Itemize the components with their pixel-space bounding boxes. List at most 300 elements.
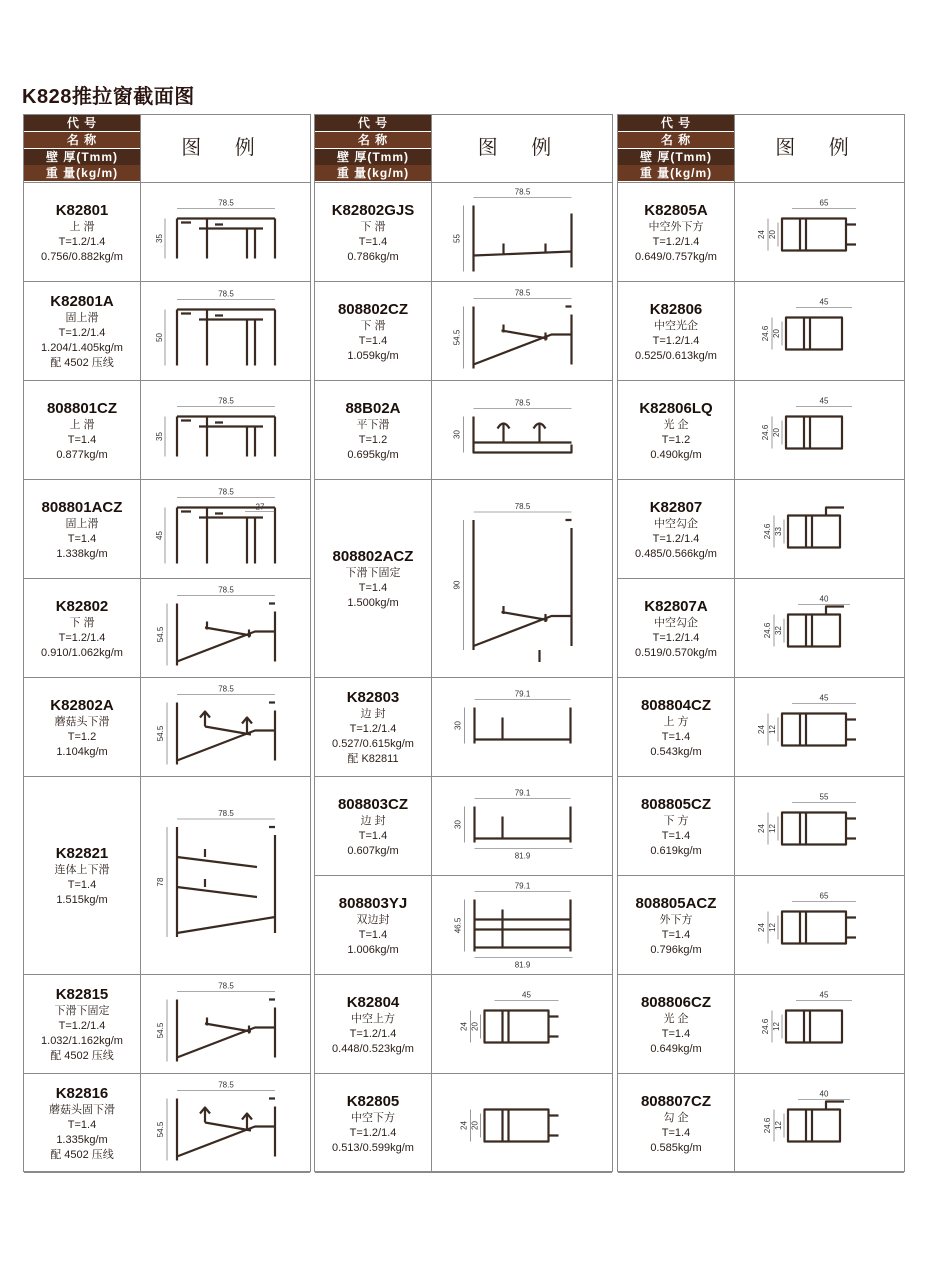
height-dimension-label: 55 (452, 234, 462, 243)
profile-spec-line: T=1.2/1.4 (652, 334, 700, 347)
profile-cross-section-diagram (736, 680, 904, 775)
height-dimension-label: 30 (453, 721, 463, 730)
profile-outline (177, 703, 275, 765)
width-dimension-label: 65 (819, 891, 829, 901)
profile-spec-line: 连体上下滑 (54, 864, 110, 876)
height-dimension-label: 54.5 (156, 1022, 165, 1039)
profile-spec-line: T=1.4 (358, 235, 388, 248)
profile-outline (177, 508, 275, 564)
height-dimension-label: 54.5 (156, 1121, 165, 1138)
cross-section-svg (433, 779, 612, 874)
width-dimension-label: 79.1 (514, 689, 531, 699)
profile-code: K82806 (649, 300, 703, 318)
profile-info (618, 282, 734, 381)
cross-section-svg (433, 878, 612, 973)
profile-spec-line: 中空外下方 (648, 220, 704, 233)
cross-section-svg (433, 680, 612, 775)
height-dimension-label: 24.6 (761, 1018, 770, 1035)
profile-spec-line: 1.515kg/m (56, 894, 108, 906)
header-wall-label: 壁 厚(Tmm) (24, 149, 140, 165)
profile-row (315, 480, 612, 678)
cross-section-svg (142, 680, 310, 775)
profile-spec-line: T=1.2/1.4 (349, 1126, 397, 1139)
profile-spec-line: T=1.2 (661, 433, 691, 446)
profile-info (24, 1074, 140, 1173)
profile-cross-section-diagram (142, 1076, 310, 1171)
profile-cross-section-diagram (736, 878, 904, 973)
profile-row (618, 480, 904, 579)
profile-outline (177, 827, 275, 937)
profile-spec-line: T=1.4 (358, 334, 388, 347)
profile-code: 808805CZ (640, 795, 712, 813)
profile-code: K82807 (649, 498, 703, 516)
profile-row (24, 678, 310, 777)
height-dimension-label: 30 (453, 820, 463, 829)
cross-section-svg (142, 1076, 310, 1171)
profile-info (24, 381, 140, 480)
profile-code: 808804CZ (640, 696, 712, 714)
profile-spec-line: T=1.2 (358, 433, 388, 446)
width-dimension-label: 78.5 (514, 288, 531, 298)
profile-row (24, 480, 310, 579)
inner-dimension-label: 20 (470, 1022, 480, 1031)
profile-row (24, 1074, 310, 1173)
height-dimension-label: 46.5 (453, 917, 463, 934)
width-dimension-label: 78.5 (514, 398, 531, 408)
cross-section-svg (142, 482, 310, 577)
height-dimension-label: 54.5 (156, 626, 165, 643)
profile-spec-line: T=1.2/1.4 (652, 631, 700, 644)
profile-outline (485, 1011, 559, 1043)
profile-spec-line: 下 滑 (360, 319, 386, 332)
profile-outline (474, 307, 572, 369)
height-dimension-label: 24 (757, 725, 766, 734)
profile-spec-line: 下 方 (663, 814, 689, 827)
cross-section-svg (736, 185, 904, 280)
profile-code: K82802GJS (331, 201, 415, 219)
height-dimension-label: 35 (155, 234, 164, 243)
height-dimension-label: 45 (155, 531, 164, 540)
profile-info (315, 381, 431, 480)
profile-spec-line: 1.335kg/m (56, 1134, 108, 1146)
profile-spec-line: 光 企 (663, 418, 689, 431)
inner-dimension-label: 12 (772, 1022, 781, 1031)
profile-spec-line: T=1.4 (661, 1126, 691, 1139)
profile-outline (475, 900, 571, 952)
profile-cross-section-diagram (142, 185, 310, 280)
width-dimension-label: 55 (819, 792, 829, 802)
header-weight-label: 重 量(kg/m) (315, 165, 431, 181)
profile-outline (474, 520, 572, 662)
height-dimension-label: 24 (757, 923, 766, 932)
profile-row (315, 183, 612, 282)
profile-spec-line: T=1.2 (67, 730, 97, 743)
profile-cross-section-diagram (142, 482, 310, 577)
height-dimension-label: 54.5 (156, 725, 165, 742)
profile-cross-section-diagram (142, 977, 310, 1072)
profile-cross-section-diagram (736, 581, 904, 676)
profile-spec-line: 中空下方 (351, 1111, 395, 1124)
profile-code: K82802 (55, 597, 109, 615)
profile-spec-line: 0.607kg/m (347, 844, 399, 857)
cross-section-svg (433, 185, 612, 280)
profile-spec-line: T=1.4 (661, 1027, 691, 1040)
profile-spec-line: T=1.4 (67, 879, 97, 891)
height-dimension-label: 24.6 (761, 424, 770, 441)
profile-row (24, 777, 310, 975)
profile-spec-line: 配 4502 压线 (50, 357, 114, 369)
profile-cross-section-diagram (142, 779, 310, 973)
profile-spec-line: 蘑菇头下滑 (54, 715, 110, 728)
extra-dimension-label: 81.9 (514, 960, 531, 970)
profile-info (618, 579, 734, 678)
profile-row (618, 876, 904, 975)
profile-spec-line: 0.910/1.062kg/m (41, 646, 123, 659)
profile-code: K82807A (644, 597, 708, 615)
cross-section-svg (736, 878, 904, 973)
profile-spec-line: 0.786kg/m (347, 250, 399, 263)
profile-spec-line: T=1.2/1.4 (58, 1020, 106, 1032)
width-dimension-label: 78.5 (218, 1080, 234, 1090)
cross-section-svg (433, 1076, 612, 1171)
profile-row (315, 678, 612, 777)
profile-row (618, 678, 904, 777)
profile-info (24, 975, 140, 1074)
profile-outline (788, 607, 844, 647)
profile-outline (475, 807, 571, 843)
width-dimension-label: 40 (819, 594, 829, 604)
inner-dimension-label: 12 (774, 1121, 783, 1130)
profile-row (24, 579, 310, 678)
profile-spec-line: T=1.2/1.4 (58, 235, 106, 248)
height-dimension-label: 24 (757, 230, 766, 239)
profile-cross-section-diagram (142, 383, 310, 478)
profile-spec-line: 下 滑 (69, 616, 95, 629)
cross-section-svg (433, 383, 612, 478)
inner-dimension-label: 12 (768, 923, 777, 932)
profile-code: 808802CZ (337, 300, 409, 318)
profile-spec-line: T=1.2/1.4 (349, 723, 397, 735)
profile-spec-line: 0.448/0.523kg/m (332, 1042, 414, 1055)
profile-spec-line: 配 4502 压线 (50, 1149, 114, 1161)
profile-info (315, 480, 431, 678)
profile-info (618, 183, 734, 282)
width-dimension-label: 65 (819, 198, 829, 208)
profile-spec-line: T=1.2/1.4 (349, 1027, 397, 1040)
profile-info (315, 282, 431, 381)
header-code-label: 代 号 (618, 115, 734, 131)
profile-code: K82803 (346, 689, 400, 706)
cross-section-svg (736, 383, 904, 478)
profile-code: 808803YJ (338, 894, 408, 912)
profile-spec-line: T=1.4 (358, 829, 388, 842)
inner-dimension-label: 12 (768, 725, 777, 734)
profile-cross-section-diagram (433, 284, 612, 379)
header-name-label: 名 称 (315, 132, 431, 148)
profile-info (24, 480, 140, 579)
width-dimension-label: 40 (819, 1089, 829, 1099)
profile-cross-section-diagram (433, 185, 612, 280)
width-dimension-label: 78.5 (218, 487, 234, 497)
profile-cross-section-diagram (142, 284, 310, 379)
profile-spec-line: 双边封 (356, 913, 390, 926)
height-dimension-label: 24.6 (763, 622, 772, 639)
profile-spec-line: 配 4502 压线 (50, 1050, 114, 1062)
profile-cross-section-diagram (433, 383, 612, 478)
profile-info (618, 480, 734, 579)
profile-info (24, 282, 140, 381)
cross-section-svg (736, 284, 904, 379)
profile-info (618, 678, 734, 777)
width-dimension-label: 78.5 (514, 502, 531, 511)
profile-outline (788, 1102, 844, 1142)
height-dimension-label: 78 (156, 877, 165, 887)
profile-info (315, 975, 431, 1074)
profile-row (24, 381, 310, 480)
row-divider (315, 1172, 612, 1173)
profile-spec-line: 0.619kg/m (650, 844, 702, 857)
profile-spec-line: 0.649kg/m (650, 1042, 702, 1055)
row-divider (618, 1172, 904, 1173)
profile-spec-line: T=1.2/1.4 (652, 235, 700, 248)
profile-info (618, 975, 734, 1074)
cross-section-svg (736, 581, 904, 676)
profile-code: 808806CZ (640, 993, 712, 1011)
profile-outline (177, 604, 275, 666)
cross-section-svg (433, 977, 612, 1072)
header-labels (618, 115, 734, 182)
profile-row (315, 975, 612, 1074)
profile-info (315, 678, 431, 777)
profile-info (24, 579, 140, 678)
profile-spec-line: 0.525/0.613kg/m (635, 349, 717, 362)
profile-row (315, 777, 612, 876)
height-dimension-label: 24.6 (763, 1117, 772, 1134)
profile-row (618, 381, 904, 480)
profile-row (24, 282, 310, 381)
profile-spec-line: T=1.4 (661, 730, 691, 743)
header-diagram-label: 图 例 (477, 137, 566, 159)
profile-outline (782, 714, 856, 746)
height-dimension-label: 24.6 (761, 325, 770, 342)
profile-row (618, 579, 904, 678)
profile-row (618, 1074, 904, 1173)
profile-spec-line: 0.695kg/m (347, 448, 399, 461)
profile-spec-line: T=1.4 (358, 928, 388, 941)
profile-spec-line: 0.513/0.599kg/m (332, 1141, 414, 1154)
header-labels (24, 115, 140, 182)
profile-spec-line: 1.059kg/m (347, 349, 399, 362)
profile-outline (177, 310, 275, 366)
profile-outline (177, 417, 275, 457)
cross-section-svg (433, 284, 612, 379)
profile-spec-line: 0.756/0.882kg/m (41, 250, 123, 263)
profile-spec-line: 1.204/1.405kg/m (41, 342, 123, 354)
height-dimension-label: 24 (459, 1121, 469, 1130)
row-divider (24, 1172, 310, 1173)
profile-cross-section-diagram (433, 1076, 612, 1171)
profile-cross-section-diagram (736, 779, 904, 874)
profile-outline (782, 912, 856, 944)
profile-outline (782, 813, 856, 845)
header-name-label: 名 称 (24, 132, 140, 148)
profile-cross-section-diagram (736, 284, 904, 379)
inner-dimension-label: 33 (774, 527, 783, 536)
profile-cross-section-diagram (736, 482, 904, 577)
header-code-label: 代 号 (24, 115, 140, 131)
width-dimension-label: 45 (819, 396, 829, 406)
width-dimension-label: 45 (819, 990, 829, 1000)
profile-spec-line: T=1.4 (358, 582, 388, 594)
profile-row (315, 876, 612, 975)
profile-row (24, 183, 310, 282)
profile-spec-line: 0.485/0.566kg/m (635, 547, 717, 560)
profile-spec-line: 中空勾企 (654, 517, 698, 530)
profile-spec-line: 平下滑 (356, 418, 390, 431)
profile-cross-section-diagram (433, 878, 612, 973)
profile-info (618, 876, 734, 975)
profile-info (24, 183, 140, 282)
profile-spec-line: 下滑下固定 (345, 567, 401, 579)
profile-code: K82815 (55, 986, 109, 1003)
profile-spec-line: T=1.2/1.4 (58, 327, 106, 339)
profile-spec-line: T=1.4 (661, 829, 691, 842)
profile-code: 808803CZ (337, 795, 409, 813)
extra-dimension-label: 27 (255, 502, 265, 512)
profile-spec-line: 1.032/1.162kg/m (41, 1035, 123, 1047)
profile-code: 88B02A (345, 399, 401, 417)
header-name-label: 名 称 (618, 132, 734, 148)
profile-spec-line: T=1.2/1.4 (58, 631, 106, 644)
cross-section-svg (142, 581, 310, 676)
profile-info (315, 876, 431, 975)
profile-spec-line: 0.649/0.757kg/m (635, 250, 717, 263)
profile-info (315, 183, 431, 282)
profile-table (23, 114, 311, 1172)
profile-spec-line: T=1.4 (661, 928, 691, 941)
profile-info (618, 1074, 734, 1173)
profile-code: K82821 (55, 845, 109, 862)
profile-spec-line: 0.527/0.615kg/m (332, 738, 414, 750)
profile-code: K82801A (50, 293, 114, 310)
inner-dimension-label: 32 (774, 626, 783, 635)
profile-spec-line: 0.490kg/m (650, 448, 702, 461)
profile-spec-line: 中空光企 (654, 319, 698, 332)
profile-spec-line: 上 滑 (69, 418, 95, 431)
profile-outline (474, 206, 572, 272)
width-dimension-label: 78.5 (218, 396, 234, 406)
profile-code: 808801ACZ (41, 498, 123, 516)
height-dimension-label: 35 (155, 432, 164, 441)
profile-info (315, 777, 431, 876)
cross-section-svg (142, 383, 310, 478)
cross-section-svg (142, 977, 310, 1072)
profile-spec-line: 固上滑 (65, 517, 99, 530)
cross-section-svg (142, 779, 310, 973)
profile-cross-section-diagram (142, 680, 310, 775)
header-wall-label: 壁 厚(Tmm) (618, 149, 734, 165)
profile-cross-section-diagram (142, 581, 310, 676)
profile-info (618, 381, 734, 480)
profile-info (618, 777, 734, 876)
profile-row (315, 381, 612, 480)
width-dimension-label: 78.5 (218, 684, 234, 694)
width-dimension-label: 78.5 (218, 981, 234, 991)
inner-dimension-label: 20 (768, 230, 777, 239)
profile-spec-line: 固上滑 (65, 312, 99, 324)
inner-dimension-label: 20 (772, 329, 781, 338)
height-dimension-label: 50 (155, 333, 164, 342)
profile-spec-line: 边 封 (360, 708, 386, 720)
profile-cross-section-diagram (433, 680, 612, 775)
profile-spec-line: 外下方 (659, 913, 693, 926)
profile-code: K82806LQ (639, 399, 713, 417)
profile-code: K82805 (346, 1092, 400, 1110)
profile-spec-line: 蘑菇头固下滑 (49, 1104, 115, 1116)
profile-outline (177, 1099, 275, 1161)
profile-row (618, 975, 904, 1074)
header-diagram-label: 图 例 (775, 137, 863, 159)
width-dimension-label: 79.1 (514, 881, 531, 891)
profile-spec-line: 1.500kg/m (347, 597, 399, 609)
profile-outline (475, 708, 571, 744)
profile-spec-line: 上 方 (663, 715, 689, 728)
height-dimension-label: 30 (452, 430, 462, 439)
profile-code: K82805A (644, 201, 708, 219)
page-title: K828推拉窗截面图 (22, 86, 195, 108)
height-dimension-label: 24 (459, 1022, 469, 1031)
profile-outline (782, 219, 856, 251)
cross-section-svg (142, 284, 310, 379)
profile-cross-section-diagram (736, 1076, 904, 1171)
profile-spec-line: 中空上方 (351, 1012, 395, 1025)
profile-row (315, 1074, 612, 1173)
profile-info (24, 777, 140, 975)
profile-code: K82816 (55, 1085, 109, 1102)
profile-spec-line: 1.104kg/m (56, 745, 108, 758)
profile-code: 808805ACZ (635, 894, 717, 912)
width-dimension-label: 78.5 (218, 289, 234, 299)
header-weight-label: 重 量(kg/m) (24, 165, 140, 181)
profile-code: K82804 (346, 993, 400, 1011)
height-dimension-label: 24 (757, 824, 766, 833)
height-dimension-label: 90 (452, 580, 462, 590)
profile-outline (485, 1110, 559, 1142)
profile-outline (788, 508, 844, 548)
width-dimension-label: 78.5 (218, 198, 234, 208)
profile-outline (786, 318, 842, 350)
profile-spec-line: 0.519/0.570kg/m (635, 646, 717, 659)
profile-spec-line: 下 滑 (360, 220, 386, 233)
profile-cross-section-diagram (433, 779, 612, 874)
profile-table (314, 114, 613, 1172)
profile-row (618, 777, 904, 876)
width-dimension-label: 45 (819, 693, 829, 703)
profile-cross-section-diagram (736, 383, 904, 478)
profile-outline (177, 219, 275, 259)
profile-table (617, 114, 905, 1172)
profile-cross-section-diagram (433, 977, 612, 1072)
profile-spec-line: 上 滑 (69, 220, 95, 233)
header-labels (315, 115, 431, 182)
profile-outline (786, 1011, 842, 1043)
width-dimension-label: 78.5 (218, 809, 234, 818)
profile-spec-line: 下滑下固定 (54, 1005, 110, 1017)
profile-spec-line: 勾 企 (663, 1111, 689, 1124)
profile-spec-line: 1.006kg/m (347, 943, 399, 956)
profile-outline (474, 417, 572, 453)
profile-cross-section-diagram (433, 482, 612, 676)
